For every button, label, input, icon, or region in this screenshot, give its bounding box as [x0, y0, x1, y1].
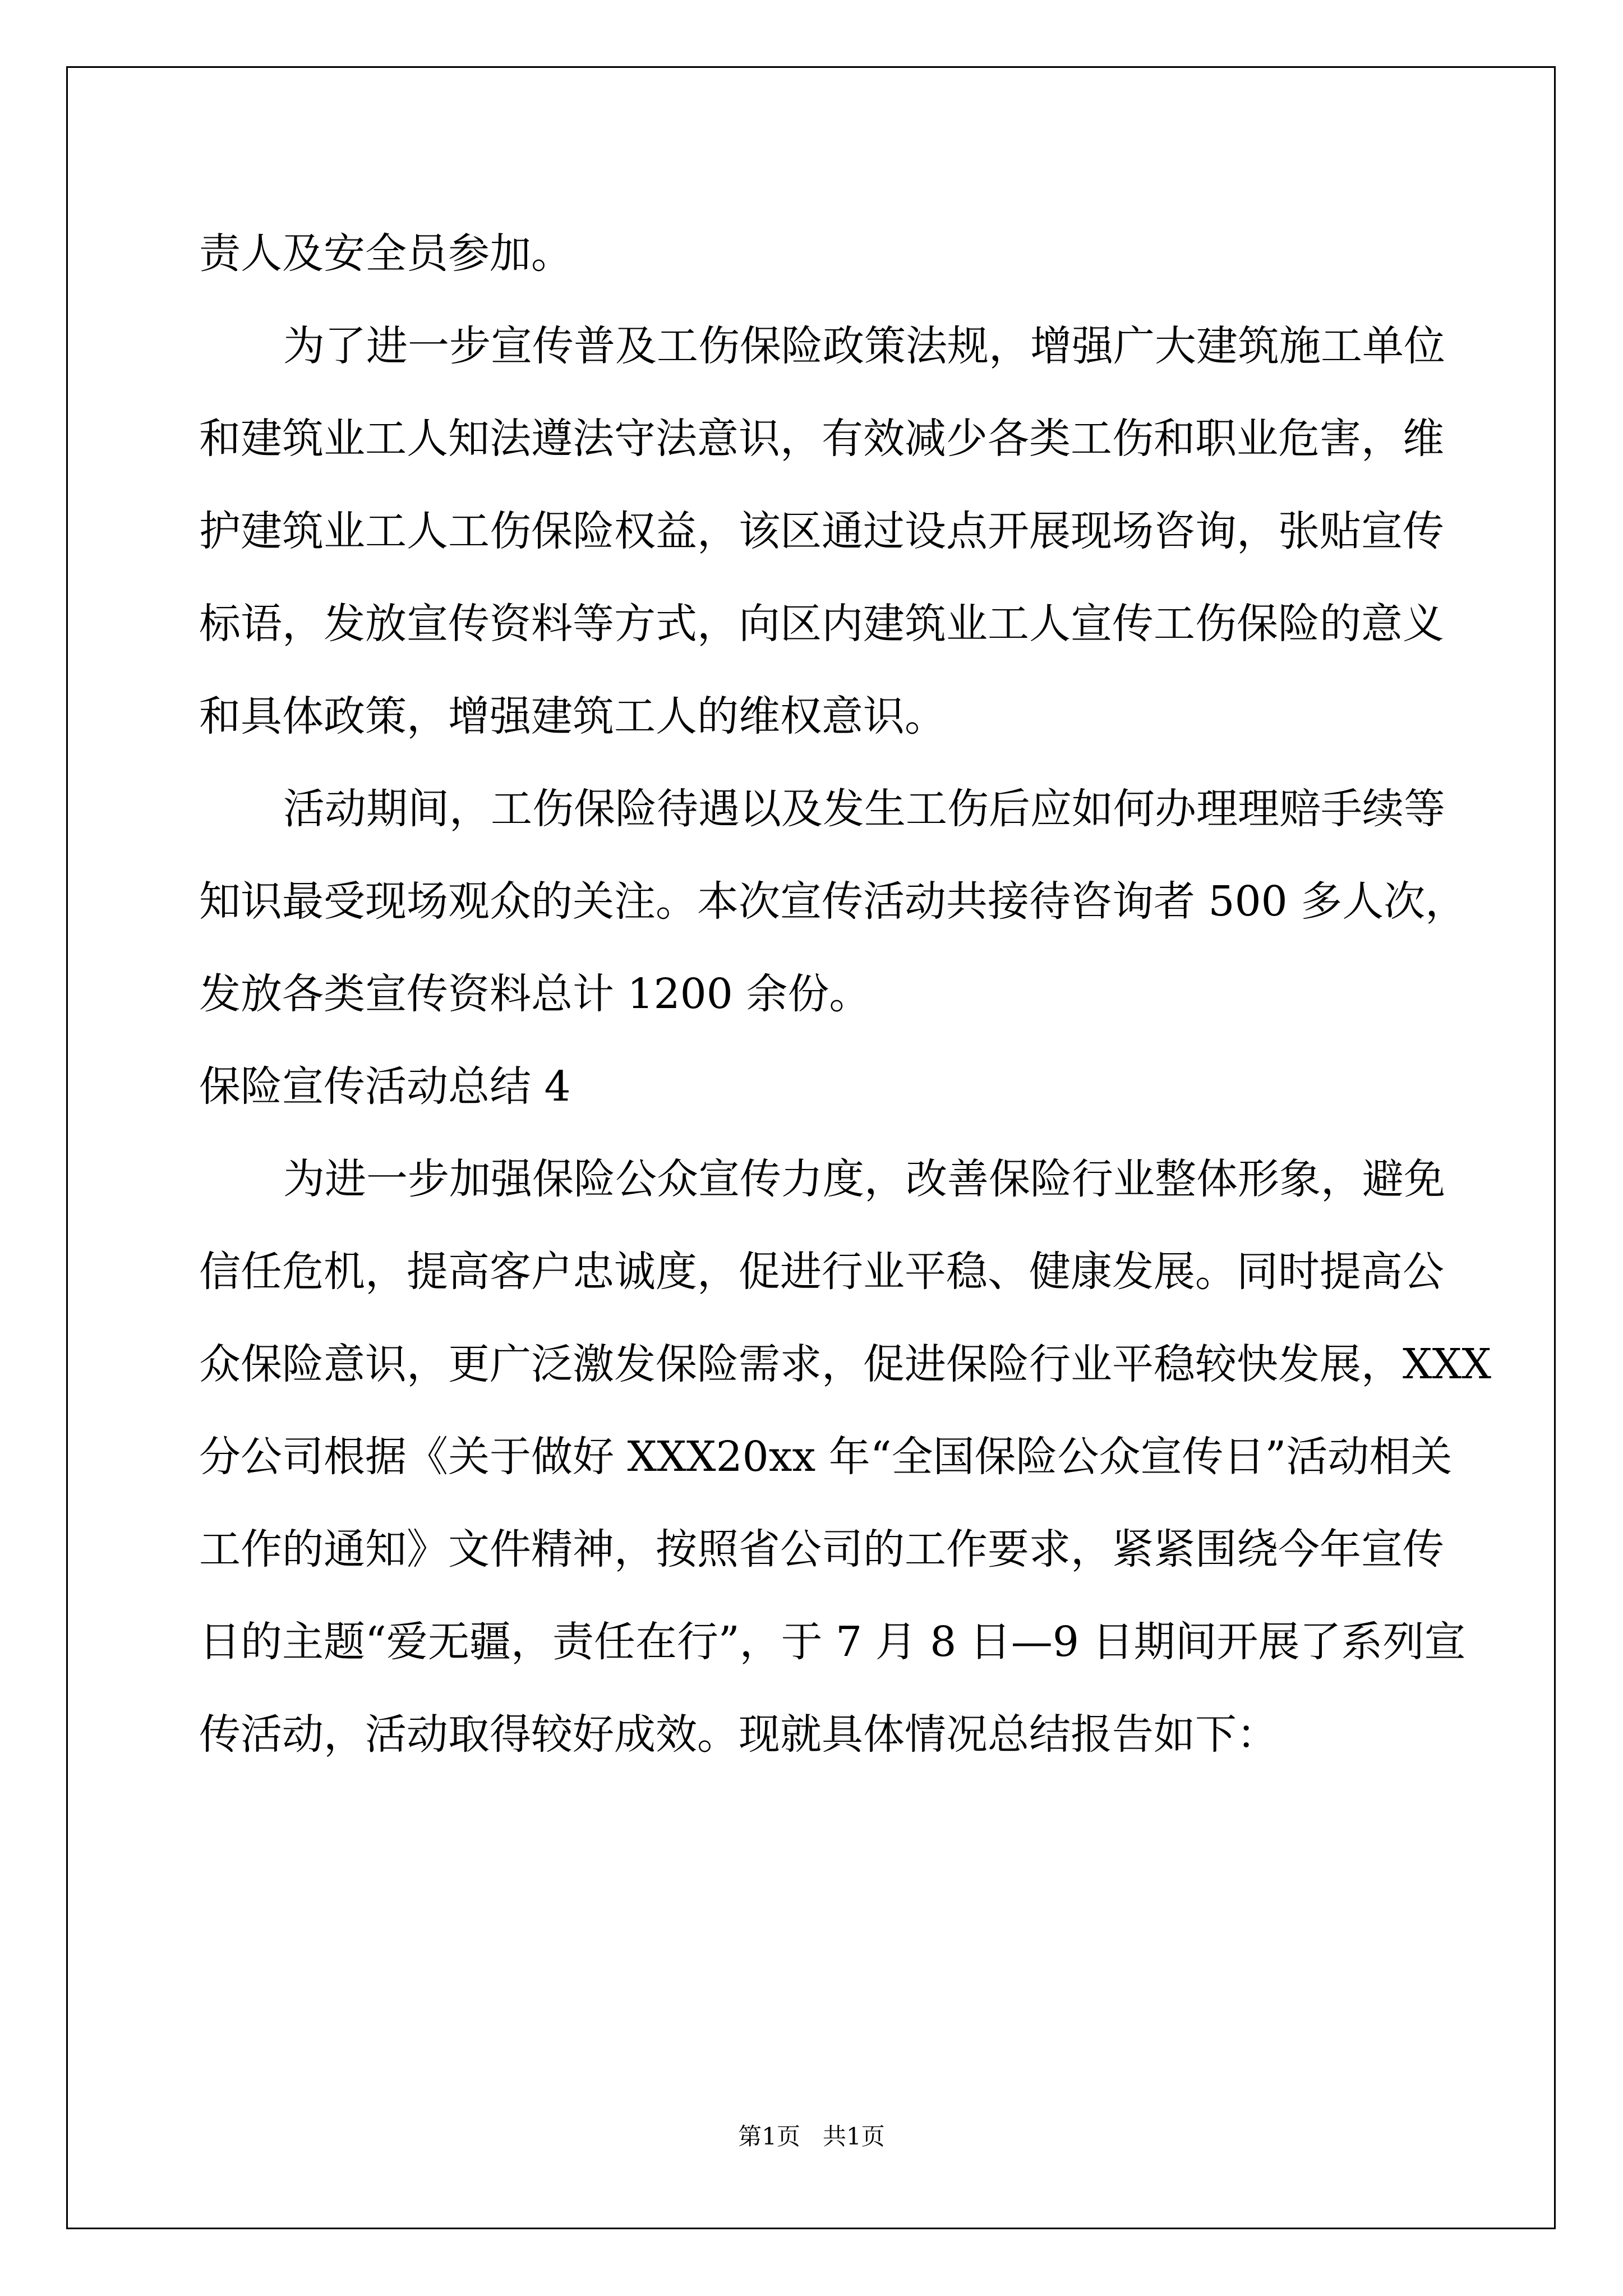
- page-footer: 第1页 共1页: [738, 2123, 885, 2150]
- text-line: 和建筑业工人知法遵法守法意识，有效减少各类工伤和职业危害，维: [199, 415, 1444, 463]
- text-line: 分公司根据《关于做好 XXX20xx 年“全国保险公众宣传日”活动相关: [199, 1433, 1453, 1481]
- section-heading: 保险宣传活动总结 4: [199, 1062, 571, 1111]
- text-line: 众保险意识，更广泛激发保险需求，促进保险行业平稳较快发展，XXX: [199, 1340, 1492, 1388]
- text-line: 责人及安全员参加。: [199, 229, 573, 278]
- text-line: 工作的通知》文件精神，按照省公司的工作要求，紧紧围绕今年宣传: [199, 1525, 1444, 1573]
- text-line: 活动期间，工伤保险待遇以及发生工伤后应如何办理理赔手续等: [283, 785, 1445, 833]
- document-body: [199, 208, 1492, 1781]
- text-line: 为进一步加强保险公众宣传力度，改善保险行业整体形象，避免: [283, 1155, 1445, 1203]
- text-line: 日的主题“爱无疆，责任在行”，于 7 月 8 日—9 日期间开展了系列宣: [199, 1618, 1466, 1666]
- text-line: 标语，发放宣传资料等方式，向区内建筑业工人宣传工伤保险的意义: [199, 600, 1444, 648]
- text-line: 护建筑业工人工伤保险权益，该区通过设点开展现场咨询，张贴宣传: [199, 507, 1444, 555]
- text-line: 为了进一步宣传普及工伤保险政策法规，增强广大建筑施工单位: [283, 322, 1445, 370]
- text-line: 发放各类宣传资料总计 1200 余份。: [199, 970, 871, 1018]
- text-line: 信任危机，提高客户忠诚度，促进行业平稳、健康发展。同时提高公: [199, 1248, 1444, 1296]
- text-line: 传活动，活动取得较好成效。现就具体情况总结报告如下：: [199, 1710, 1278, 1759]
- text-line: 和具体政策，增强建筑工人的维权意识。: [199, 692, 946, 740]
- text-line: 知识最受现场观众的关注。本次宣传活动共接待咨询者 500 多人次，: [199, 877, 1467, 926]
